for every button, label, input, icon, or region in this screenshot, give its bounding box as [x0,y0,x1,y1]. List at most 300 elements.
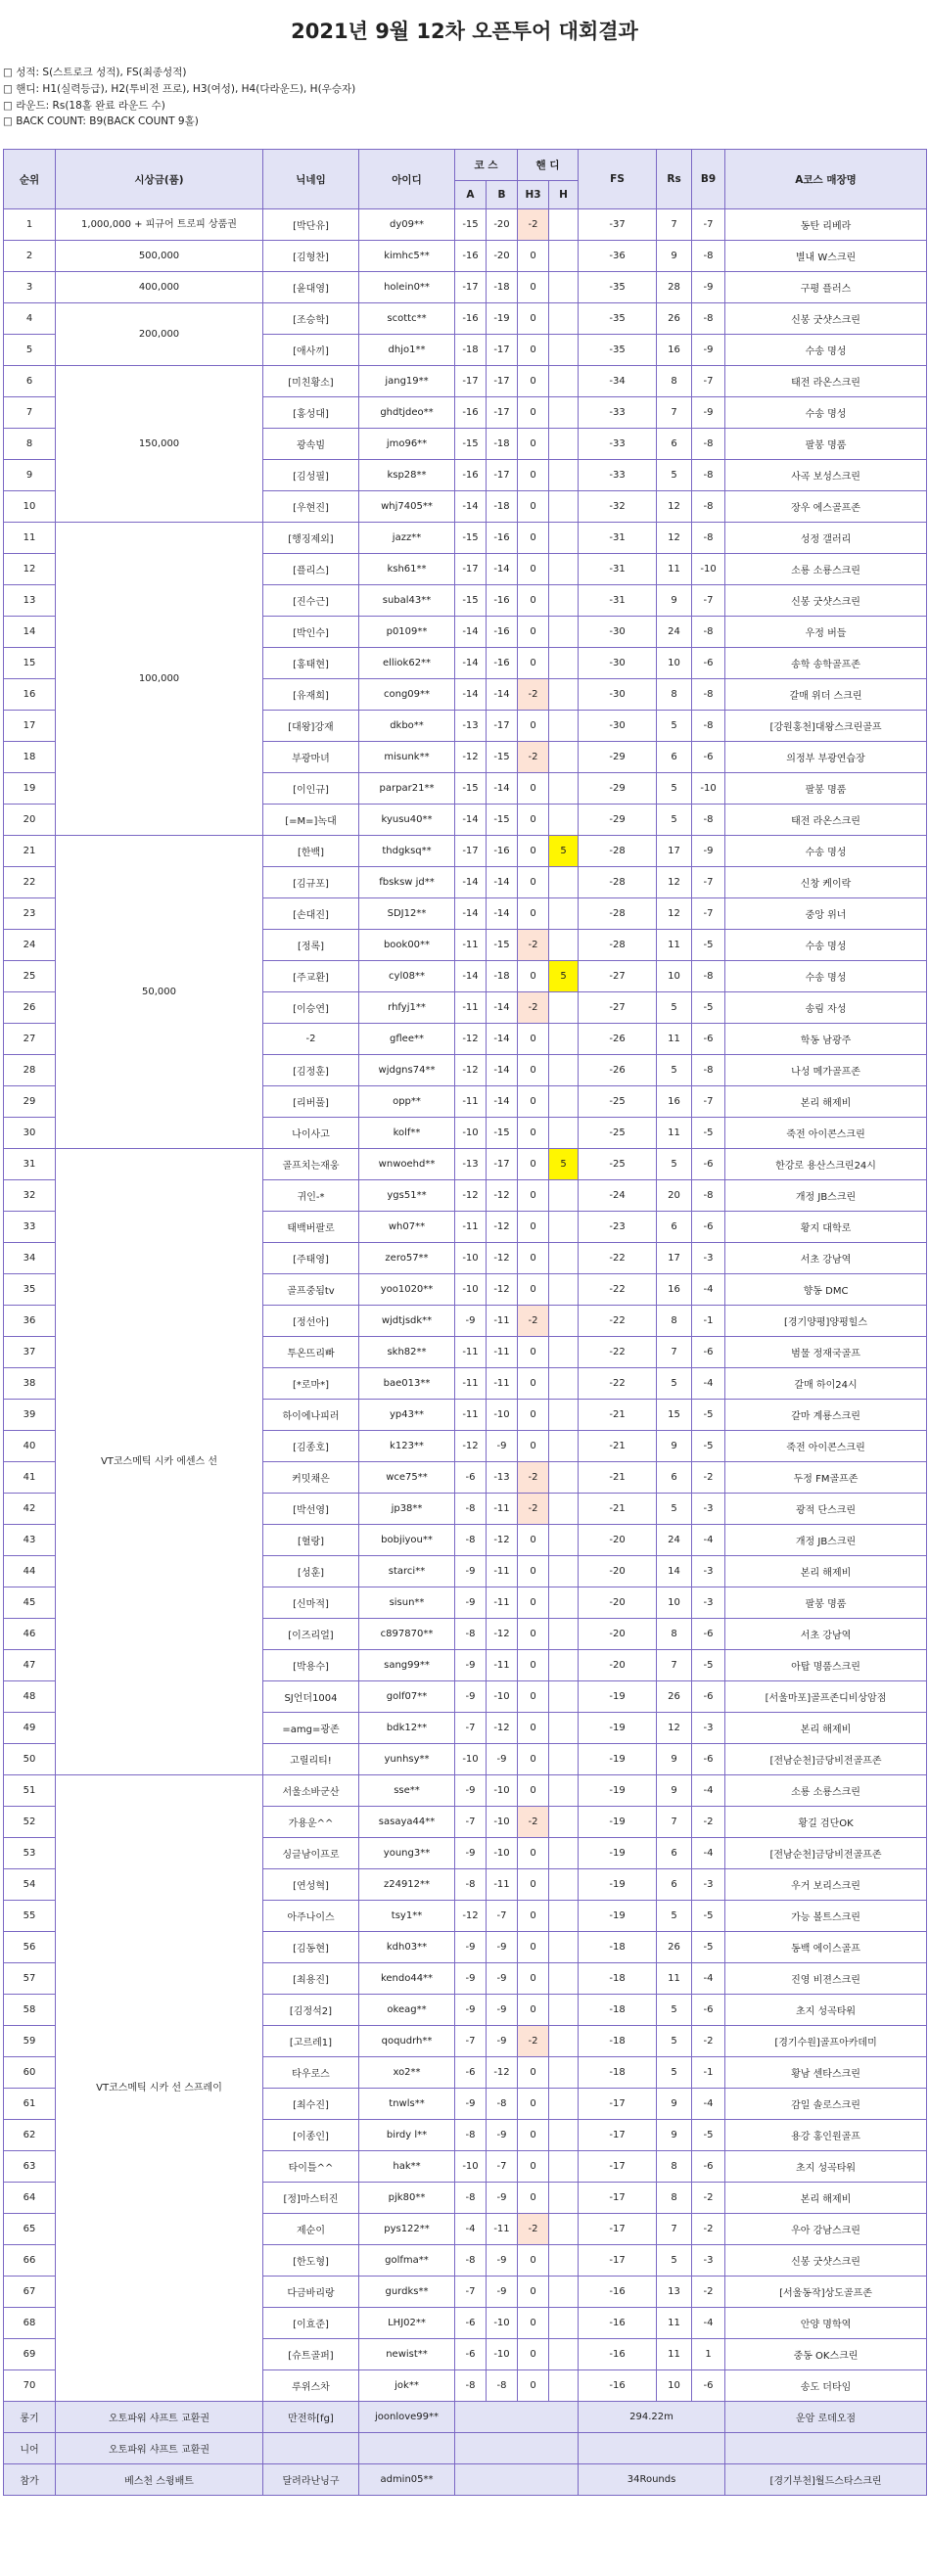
back-count: -6 [692,1681,725,1713]
player-id: dhjo1** [359,335,455,366]
handicap-h [549,1400,579,1431]
back-count: -5 [692,2120,725,2151]
back-count: -1 [692,2057,725,2089]
score-a: -10 [455,1243,487,1274]
store-name: 송도 더타임 [725,2370,927,2402]
rank-cell: 26 [4,992,56,1024]
header-row [4,150,927,181]
back-count: -5 [692,1901,725,1932]
store-name: 동백 에이스골프 [725,1932,927,1963]
handicap-h3: -2 [518,992,549,1024]
handicap-h [549,2183,579,2214]
score-a: -8 [455,2370,487,2402]
col-header-a: A [455,181,487,209]
handicap-h [549,241,579,272]
rank-cell: 18 [4,742,56,773]
rounds: 12 [657,867,692,898]
back-count: -4 [692,1963,725,1995]
back-count: -4 [692,1838,725,1869]
store-name: 아탑 명품스크린 [725,1650,927,1681]
player-id: c897870** [359,1619,455,1650]
rounds: 8 [657,2183,692,2214]
handicap-h [549,992,579,1024]
score-b: -12 [487,2057,518,2089]
back-count: -2 [692,2026,725,2057]
final-score: -33 [579,429,657,460]
score-a: -11 [455,1337,487,1368]
final-score: -35 [579,335,657,366]
handicap-h [549,491,579,523]
final-score: -35 [579,303,657,335]
score-b: -17 [487,460,518,491]
handicap-h [549,648,579,679]
prize-cell: 1,000,000 + 피규어 트로피 상품권 [56,209,263,241]
final-score: -16 [579,2308,657,2339]
rank-cell: 64 [4,2183,56,2214]
rounds: 6 [657,1869,692,1901]
rounds: 11 [657,2339,692,2370]
handicap-h [549,679,579,711]
final-score: -20 [579,1650,657,1681]
award-id: admin05** [359,2464,455,2496]
score-b: -11 [487,1306,518,1337]
rank-cell: 8 [4,429,56,460]
back-count: -7 [692,867,725,898]
award-store [725,2433,927,2464]
rounds: 8 [657,366,692,397]
handicap-h [549,2089,579,2120]
handicap-h3: 0 [518,2089,549,2120]
rounds: 26 [657,303,692,335]
handicap-h3: 0 [518,1775,549,1807]
final-score: -29 [579,773,657,805]
handicap-h3: 0 [518,2057,549,2089]
score-b: -20 [487,241,518,272]
handicap-h [549,2057,579,2089]
score-b: -8 [487,2370,518,2402]
back-count: -3 [692,1587,725,1619]
handicap-h3: 0 [518,2183,549,2214]
player-id: ygs51** [359,1180,455,1212]
score-a: -9 [455,1556,487,1587]
handicap-h3: 0 [518,1337,549,1368]
store-name: 신봉 굿샷스크린 [725,585,927,617]
handicap-h3: 0 [518,836,549,867]
store-name: 본리 해제비 [725,1556,927,1587]
player-id: pys122** [359,2214,455,2245]
store-name: 두정 FM골프존 [725,1462,927,1494]
player-nickname: 타우로스 [263,2057,359,2089]
final-score: -20 [579,1525,657,1556]
score-b: -12 [487,1274,518,1306]
prize-cell: VT코스메틱 시카 선 스프레이 [56,1775,263,2402]
score-b: -17 [487,335,518,366]
final-score: -25 [579,1086,657,1118]
back-count: -2 [692,2214,725,2245]
award-prize: 베스천 스윙배트 [56,2464,263,2496]
final-score: -20 [579,1619,657,1650]
handicap-h3: 0 [518,617,549,648]
score-b: -16 [487,585,518,617]
col-header-nickname: 닉네임 [263,150,359,209]
player-nickname: -2 [263,1024,359,1055]
final-score: -22 [579,1306,657,1337]
score-b: -20 [487,209,518,241]
score-b: -14 [487,554,518,585]
score-a: -9 [455,1838,487,1869]
back-count: -5 [692,1932,725,1963]
back-count: -8 [692,961,725,992]
player-nickname: [이인규] [263,773,359,805]
score-a: -10 [455,1274,487,1306]
handicap-h3: 0 [518,1212,549,1243]
rank-cell: 66 [4,2245,56,2277]
handicap-h [549,1901,579,1932]
player-nickname: [김형찬] [263,241,359,272]
store-name: 성정 갤러리 [725,523,927,554]
score-a: -12 [455,1901,487,1932]
player-id: elliok62** [359,648,455,679]
back-count: -3 [692,1869,725,1901]
score-a: -6 [455,2057,487,2089]
col-header-course: 코 스 [455,150,518,181]
back-count: -6 [692,1024,725,1055]
handicap-h [549,1869,579,1901]
prize-cell: 200,000 [56,303,263,366]
rounds: 5 [657,2026,692,2057]
rounds: 14 [657,1556,692,1587]
player-nickname: 다금바리랑 [263,2277,359,2308]
rounds: 20 [657,1180,692,1212]
player-nickname: 제순이 [263,2214,359,2245]
col-header-rank: 순위 [4,150,56,209]
rank-cell: 49 [4,1713,56,1744]
store-name: [경기양평]양평힐스 [725,1306,927,1337]
store-name: 학동 남광주 [725,1024,927,1055]
back-count: -3 [692,1556,725,1587]
score-a: -11 [455,1212,487,1243]
handicap-h [549,2339,579,2370]
handicap-h [549,366,579,397]
rank-cell: 32 [4,1180,56,1212]
score-a: -14 [455,617,487,648]
final-score: -21 [579,1400,657,1431]
handicap-h3: -2 [518,1494,549,1525]
player-id: bobjiyou** [359,1525,455,1556]
score-a: -9 [455,1650,487,1681]
rank-cell: 56 [4,1932,56,1963]
score-a: -7 [455,1713,487,1744]
prize-cell: 100,000 [56,523,263,836]
score-b: -9 [487,2245,518,2277]
back-count: -8 [692,1180,725,1212]
rounds: 12 [657,491,692,523]
rounds: 8 [657,2151,692,2183]
rounds: 5 [657,1149,692,1180]
handicap-h3: -2 [518,1462,549,1494]
back-count: -8 [692,805,725,836]
legend-notes [3,65,355,130]
player-id: wjdgns74** [359,1055,455,1086]
player-id: wce75** [359,1462,455,1494]
score-a: -12 [455,1024,487,1055]
score-a: -12 [455,1055,487,1086]
final-score: -34 [579,366,657,397]
rank-cell: 42 [4,1494,56,1525]
rounds: 7 [657,1337,692,1368]
player-nickname: [진수근] [263,585,359,617]
handicap-h3: 0 [518,1180,549,1212]
rounds: 11 [657,1118,692,1149]
score-b: -17 [487,397,518,429]
final-score: -19 [579,1713,657,1744]
final-score: -18 [579,1995,657,2026]
handicap-h3: 0 [518,1243,549,1274]
back-count: -8 [692,617,725,648]
player-id: yp43** [359,1400,455,1431]
handicap-h: 5 [549,1149,579,1180]
player-nickname: [이종인] [263,2120,359,2151]
table-row [4,523,927,554]
player-nickname: [혈랑] [263,1525,359,1556]
rounds: 6 [657,429,692,460]
score-b: -10 [487,1775,518,1807]
player-id: cyl08** [359,961,455,992]
rank-cell: 15 [4,648,56,679]
player-id: yoo1020** [359,1274,455,1306]
final-score: -33 [579,397,657,429]
score-b: -10 [487,1838,518,1869]
table-row [4,836,927,867]
final-score: -22 [579,1337,657,1368]
rank-cell: 22 [4,867,56,898]
score-b: -14 [487,898,518,930]
score-a: -8 [455,1525,487,1556]
handicap-h3: 0 [518,2339,549,2370]
store-name: 황길 검단OK [725,1807,927,1838]
award-store: [경기부천]월드스타스크린 [725,2464,927,2496]
score-b: -17 [487,366,518,397]
handicap-h3: 0 [518,1024,549,1055]
back-count: -8 [692,1055,725,1086]
back-count: -6 [692,1744,725,1775]
handicap-h [549,585,579,617]
handicap-h3: 0 [518,366,549,397]
final-score: -16 [579,2339,657,2370]
player-nickname: [한백] [263,836,359,867]
handicap-h3: 0 [518,1932,549,1963]
handicap-h [549,1963,579,1995]
back-count: -8 [692,679,725,711]
score-a: -6 [455,2339,487,2370]
player-nickname: 서울소바군산 [263,1775,359,1807]
final-score: -18 [579,2026,657,2057]
store-name: 죽전 아이콘스크린 [725,1118,927,1149]
rounds: 16 [657,1086,692,1118]
player-nickname: [성훈] [263,1556,359,1587]
award-store: 운암 로데오점 [725,2402,927,2433]
award-record: 34Rounds [579,2464,725,2496]
score-b: -14 [487,867,518,898]
store-name: 송학 송학골프존 [725,648,927,679]
handicap-h3: 0 [518,1086,549,1118]
table-row [4,366,927,397]
handicap-h3: 0 [518,2308,549,2339]
rank-cell: 5 [4,335,56,366]
back-count: -7 [692,1086,725,1118]
store-name: 죽전 아이콘스크린 [725,1431,927,1462]
handicap-h [549,617,579,648]
rounds: 5 [657,1055,692,1086]
score-b: -11 [487,1494,518,1525]
back-count: -4 [692,2308,725,2339]
score-b: -11 [487,1587,518,1619]
rank-cell: 45 [4,1587,56,1619]
player-nickname: 루위스차 [263,2370,359,2402]
player-id: SDJ12** [359,898,455,930]
score-a: -11 [455,1086,487,1118]
award-record: 294.22m [579,2402,725,2433]
final-score: -31 [579,523,657,554]
player-id: book00** [359,930,455,961]
score-b: -10 [487,1681,518,1713]
player-nickname: [주태영] [263,1243,359,1274]
handicap-h [549,1775,579,1807]
final-score: -19 [579,1807,657,1838]
player-nickname: [우현진] [263,491,359,523]
player-nickname: [홍성대] [263,397,359,429]
store-name: 장우 에스골프존 [725,491,927,523]
final-score: -30 [579,648,657,679]
final-score: -18 [579,1932,657,1963]
store-name: 범물 정재국골프 [725,1337,927,1368]
player-id: thdgksq** [359,836,455,867]
final-score: -28 [579,836,657,867]
handicap-h [549,1744,579,1775]
prize-cell: 50,000 [56,836,263,1149]
score-a: -7 [455,2277,487,2308]
final-score: -33 [579,460,657,491]
store-name: 중앙 위너 [725,898,927,930]
score-a: -6 [455,2308,487,2339]
player-nickname: [최용진] [263,1963,359,1995]
table-row [4,1149,927,1180]
handicap-h3: 0 [518,2370,549,2402]
rank-cell: 67 [4,2277,56,2308]
player-id: ksh61** [359,554,455,585]
col-header-h3: H3 [518,181,549,209]
award-nickname: 만전하[fg] [263,2402,359,2433]
player-id: kolf** [359,1118,455,1149]
store-name: 초지 성곡타워 [725,2151,927,2183]
handicap-h [549,1243,579,1274]
store-name: 가능 볼트스크린 [725,1901,927,1932]
player-id: wnwoehd** [359,1149,455,1180]
final-score: -17 [579,2245,657,2277]
handicap-h3: -2 [518,930,549,961]
rank-cell: 40 [4,1431,56,1462]
results-table [3,149,927,2496]
handicap-h [549,335,579,366]
handicap-h [549,2277,579,2308]
player-id: tsy1** [359,1901,455,1932]
score-b: -15 [487,1118,518,1149]
col-header-rs: Rs [657,150,692,209]
store-name: 본리 해제비 [725,2183,927,2214]
col-header-store: A코스 매장명 [725,150,927,209]
rank-cell: 13 [4,585,56,617]
handicap-h3: 0 [518,1713,549,1744]
award-nickname [263,2433,359,2464]
rounds: 9 [657,1431,692,1462]
score-a: -15 [455,429,487,460]
handicap-h [549,303,579,335]
player-nickname: [고르레1] [263,2026,359,2057]
player-nickname: [박용수] [263,1650,359,1681]
back-count: -3 [692,1494,725,1525]
back-count: -9 [692,397,725,429]
handicap-h [549,1995,579,2026]
handicap-h3: 0 [518,898,549,930]
rank-cell: 14 [4,617,56,648]
rounds: 12 [657,523,692,554]
store-name: 개정 JB스크린 [725,1525,927,1556]
handicap-h3: 0 [518,1556,549,1587]
score-a: -12 [455,1431,487,1462]
store-name: 나성 메가골프존 [725,1055,927,1086]
rank-cell: 10 [4,491,56,523]
score-b: -14 [487,679,518,711]
store-name: 팔봉 명품 [725,429,927,460]
score-b: -16 [487,648,518,679]
rank-cell: 61 [4,2089,56,2120]
rank-cell: 31 [4,1149,56,1180]
player-id: starci** [359,1556,455,1587]
rounds: 5 [657,1368,692,1400]
handicap-h [549,930,579,961]
store-name: 사곡 보성스크린 [725,460,927,491]
store-name: 수송 명성 [725,397,927,429]
rank-cell: 50 [4,1744,56,1775]
handicap-h [549,1619,579,1650]
score-a: -16 [455,397,487,429]
score-b: -10 [487,1807,518,1838]
handicap-h [549,2120,579,2151]
note-score: □ 성적: S(스트로크 성적), FS(최종성적) [3,67,187,78]
store-name: [서울동작]상도골프존 [725,2277,927,2308]
rounds: 7 [657,2214,692,2245]
note-handicap: □ 핸디: H1(실력등급), H2(투비전 프로), H3(여성), H4(다라운드), H(우승자) [3,82,356,95]
score-b: -14 [487,1024,518,1055]
handicap-h [549,1212,579,1243]
rank-cell: 43 [4,1525,56,1556]
back-count: -4 [692,2089,725,2120]
player-id: sisun** [359,1587,455,1619]
rank-cell: 53 [4,1838,56,1869]
final-score: -31 [579,554,657,585]
handicap-h3: 0 [518,303,549,335]
handicap-h3: 0 [518,397,549,429]
handicap-h3: 0 [518,1650,549,1681]
handicap-h [549,1274,579,1306]
award-empty [455,2464,579,2496]
player-nickname: [홍태현] [263,648,359,679]
rank-cell: 39 [4,1400,56,1431]
back-count: -8 [692,460,725,491]
rank-cell: 65 [4,2214,56,2245]
final-score: -37 [579,209,657,241]
back-count: -6 [692,1212,725,1243]
